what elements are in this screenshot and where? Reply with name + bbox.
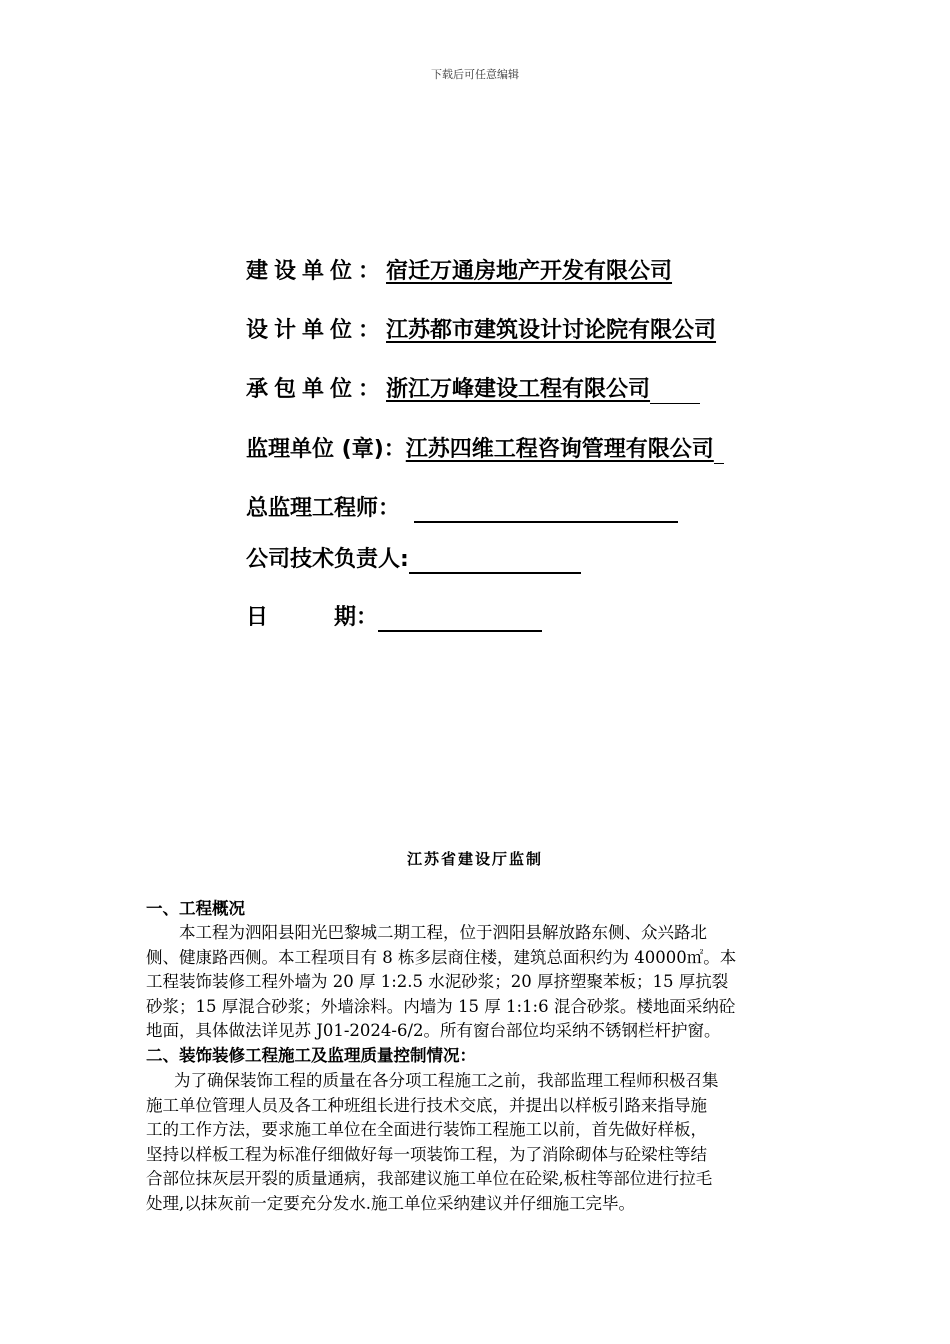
section2-line: 合部位抹灰层开裂的质量通病，我部建议施工单位在砼梁,板柱等部位进行拉毛 bbox=[146, 1169, 713, 1189]
section1-line: 工程装饰装修工程外墙为 20 厚 1:2.5 水泥砂浆；20 厚挤塑聚苯板；15 厚抗裂 bbox=[146, 972, 729, 992]
issuer-note: 江苏省建设厅监制 bbox=[406, 850, 543, 868]
section1-line: 侧、健康路西侧。本工程项目有 8 栋多层商住楼，建筑总面积约为 40000㎡。本 bbox=[146, 947, 737, 967]
supervisor-line bbox=[246, 436, 724, 464]
header-note: 下载后可任意编辑 bbox=[431, 68, 519, 81]
chief-engineer-blank[interactable] bbox=[414, 499, 678, 523]
supervisor-label: 监理单位 (章)： bbox=[246, 437, 406, 462]
section2-body bbox=[146, 1069, 809, 1217]
chief-engineer-line bbox=[246, 495, 678, 523]
section2-title: 二、装饰装修工程施工及监理质量控制情况： bbox=[146, 1046, 476, 1065]
tech-lead-blank[interactable] bbox=[409, 550, 581, 574]
section2-line: 处理,以抹灰前一定要充分发水.施工单位采纳建议并仔细施工完毕。 bbox=[146, 1193, 635, 1213]
section1-line: 地面，具体做法详见苏 J01-2024-6/2。所有窗台部位均采纳不锈钢栏杆护窗。 bbox=[146, 1021, 721, 1041]
tech-lead-line bbox=[246, 546, 581, 574]
chief-engineer-label: 总监理工程师： bbox=[246, 496, 401, 521]
contractor-line bbox=[246, 376, 700, 404]
designer-label: 设计单位： bbox=[246, 318, 387, 343]
date-blank[interactable] bbox=[378, 608, 542, 632]
designer-line bbox=[246, 317, 716, 345]
tech-lead-label: 公司技术负责人: bbox=[246, 547, 409, 572]
section2-line: 施工单位管理人员及各工种班组长进行技术交底，并提出以样板引路来指导施 bbox=[146, 1095, 707, 1115]
section2-line: 坚持以样板工程为标准仔细做好每一项装饰工程，为了消除砌体与砼梁柱等结 bbox=[146, 1144, 707, 1164]
section1-title: 一、工程概况 bbox=[146, 899, 245, 918]
section2-line: 为了确保装饰工程的质量在各分项工程施工之前，我部监理工程师积极召集 bbox=[174, 1071, 719, 1090]
section1-line: 砂浆；15 厚混合砂浆；外墙涂料。内墙为 15 厚 1:1:6 混合砂浆。楼地面采纳砼 bbox=[146, 996, 736, 1016]
contractor-trailing-blank bbox=[650, 381, 700, 404]
section2-line: 工的工作方法，要求施工单位在全面进行装饰工程施工以前，首先做好样板， bbox=[146, 1120, 707, 1140]
designer-value: 江苏都市建筑设计讨论院有限公司 bbox=[386, 318, 717, 343]
date-label-b: 期： bbox=[334, 605, 379, 630]
section1-body bbox=[146, 921, 809, 1044]
date-line bbox=[246, 604, 542, 632]
contractor-value: 浙江万峰建设工程有限公司 bbox=[386, 377, 651, 402]
date-label-a: 日 bbox=[246, 605, 269, 630]
section1-line: 本工程为泗阳县阳光巴黎城二期工程，位于泗阳县解放路东侧、众兴路北 bbox=[179, 923, 707, 942]
client-value: 宿迁万通房地产开发有限公司 bbox=[386, 259, 673, 284]
supervisor-trailing-blank bbox=[714, 441, 724, 464]
contractor-label: 承包单位： bbox=[246, 377, 387, 402]
supervisor-value: 江苏四维工程咨询管理有限公司 bbox=[405, 437, 714, 462]
client-line bbox=[246, 258, 672, 286]
client-label: 建设单位： bbox=[246, 259, 387, 284]
